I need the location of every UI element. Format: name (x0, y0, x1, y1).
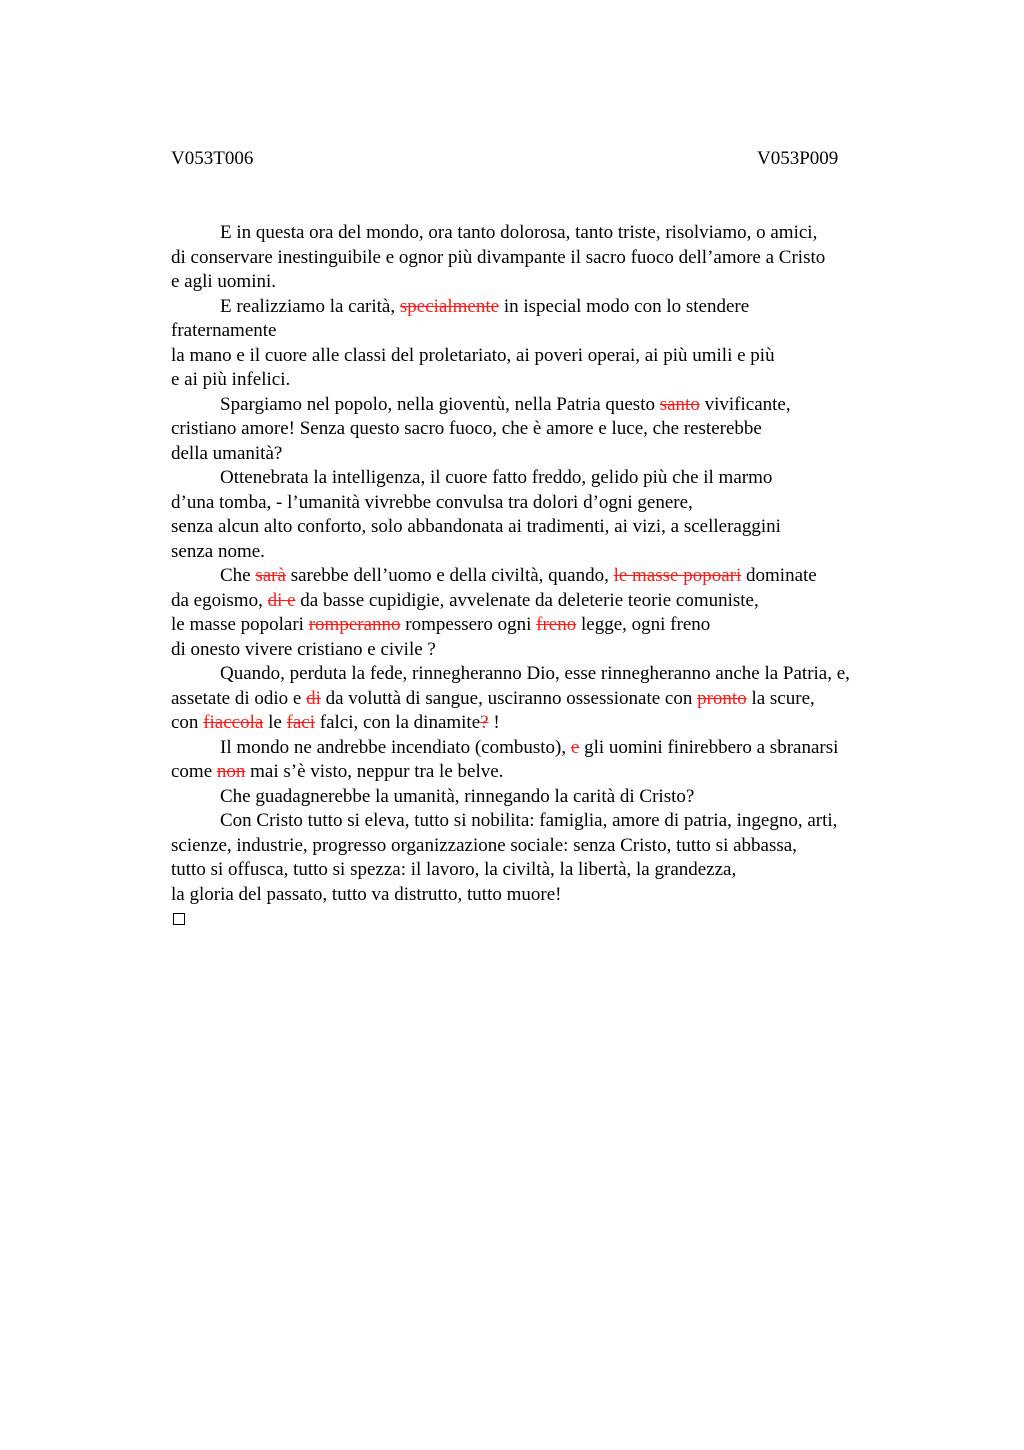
text-segment: ! (488, 712, 500, 733)
text-segment: fraternamente (171, 320, 277, 341)
text-segment: Spargiamo nel popolo, nella gioventù, nella Patria questo (220, 393, 660, 415)
text-line (171, 638, 931, 663)
text-segment: E realizziamo la carità, (220, 295, 400, 317)
text-line (171, 442, 931, 467)
document-code-left: V053T006 (171, 148, 254, 169)
text-segment: in ispecial modo con lo stendere (499, 295, 750, 317)
text-segment: da basse cupidigie, avvelenate da deleterie teorie comuniste, (295, 589, 759, 611)
text-line (171, 466, 931, 491)
deleted-text: e (570, 736, 580, 758)
text-segment: la mano e il cuore alle classi del proletariato, ai poveri operai, ai più umili e più (171, 344, 775, 366)
text-segment: falci, con la dinamite (315, 712, 481, 733)
page-code-right: V053P009 (757, 148, 839, 169)
text-segment: legge, ogni freno (576, 614, 711, 635)
text-segment: mai s’è visto, neppur tra le belve. (245, 761, 504, 782)
text-line (171, 883, 931, 908)
text-line (171, 368, 931, 393)
text-line (171, 295, 931, 320)
text-segment: scienze, industrie, progresso organizzazione sociale: senza Cristo, tutto si abbassa, (171, 834, 797, 856)
end-square-icon (173, 913, 185, 925)
text-line (171, 393, 931, 418)
text-line (171, 736, 931, 761)
deleted-text: ? (480, 712, 489, 733)
text-line (171, 760, 931, 785)
text-line (171, 589, 931, 614)
text-segment: con (171, 712, 204, 733)
deleted-text: di (306, 687, 321, 709)
text-segment: Ottenebrata la intelligenza, il cuore fatto freddo, gelido più che il marmo (220, 467, 773, 488)
deleted-text: freno (536, 614, 577, 635)
text-segment: rompessero ogni (400, 614, 537, 635)
deleted-text: non (216, 761, 246, 782)
text-segment: Che (220, 565, 256, 586)
deleted-text: fiaccola (203, 712, 264, 733)
deleted-text: sarà (255, 565, 286, 586)
text-segment: tutto si offusca, tutto si spezza: il lavoro, la civiltà, la libertà, la grandezza, (171, 859, 737, 880)
text-line (171, 858, 931, 883)
deleted-text: le masse popoari (613, 565, 742, 586)
text-segment: Che guadagnerebbe la umanità, rinnegando la carità di Cristo? (220, 785, 695, 807)
text-segment: cristiano amore! Senza questo sacro fuoco, che è amore e luce, che resterebbe (171, 418, 762, 439)
text-segment: di conservare inestinguibile e ognor più divampante il sacro fuoco dell’amore a Cristo (171, 246, 826, 268)
text-segment: la gloria del passato, tutto va distrutto, tutto muore! (171, 883, 562, 905)
text-line (171, 246, 931, 271)
text-line (171, 809, 931, 834)
text-segment: dominate (741, 565, 817, 586)
text-segment: E in questa ora del mondo, ora tanto dolorosa, tanto triste, risolviamo, o amici, (220, 222, 818, 243)
text-segment: Quando, perduta la fede, rinnegheranno Dio, esse rinnegheranno anche la Patria, e, (220, 663, 850, 684)
deleted-text: specialmente (399, 295, 500, 317)
text-segment: di onesto vivere cristiano e civile ? (171, 638, 436, 660)
text-segment: Il mondo ne andrebbe incendiato (combusto), (220, 736, 571, 758)
text-segment: come (171, 761, 217, 782)
text-segment: Con Cristo tutto si eleva, tutto si nobilita: famiglia, amore di patria, ingegno, arti, (220, 810, 838, 831)
text-segment: gli uomini finirebbero a sbranarsi (579, 736, 839, 758)
text-segment: vivificante, (699, 393, 791, 415)
text-line (171, 319, 931, 344)
text-line (171, 515, 931, 540)
text-line (171, 613, 931, 638)
deleted-text: faci (286, 712, 316, 733)
text-line (171, 491, 931, 516)
text-segment: senza alcun alto conforto, solo abbandonata ai tradimenti, ai vizi, a scelleraggini (171, 516, 781, 537)
text-segment: della umanità? (171, 442, 283, 464)
text-line (171, 662, 931, 687)
document-body (171, 221, 931, 925)
text-segment: assetate di odio e (171, 687, 307, 709)
text-segment: sarebbe dell’uomo e della civiltà, quando, (285, 565, 614, 586)
text-segment: da egoismo, (171, 589, 268, 611)
deleted-text: santo (659, 393, 700, 415)
text-line (171, 834, 931, 859)
text-line (171, 344, 931, 369)
text-segment: la scure, (746, 687, 815, 709)
text-segment: le masse popolari (171, 614, 309, 635)
text-line (171, 711, 931, 736)
text-line (171, 417, 931, 442)
text-segment: e agli uomini. (171, 271, 277, 292)
text-line (171, 687, 931, 712)
text-line (171, 564, 931, 589)
text-line (171, 221, 931, 246)
text-line (171, 540, 931, 565)
text-segment: senza nome. (171, 540, 265, 562)
text-segment: e ai più infelici. (171, 369, 291, 390)
text-segment: le (263, 712, 287, 733)
text-line (171, 785, 931, 810)
deleted-text: di e (267, 589, 296, 611)
deleted-text: romperanno (308, 614, 401, 635)
text-segment: da voluttà di sangue, usciranno ossessionate con (320, 687, 698, 709)
text-segment: d’una tomba, - l’umanità vivrebbe convulsa tra dolori d’ogni genere, (171, 491, 693, 513)
text-line (171, 270, 931, 295)
deleted-text: pronto (697, 687, 747, 709)
